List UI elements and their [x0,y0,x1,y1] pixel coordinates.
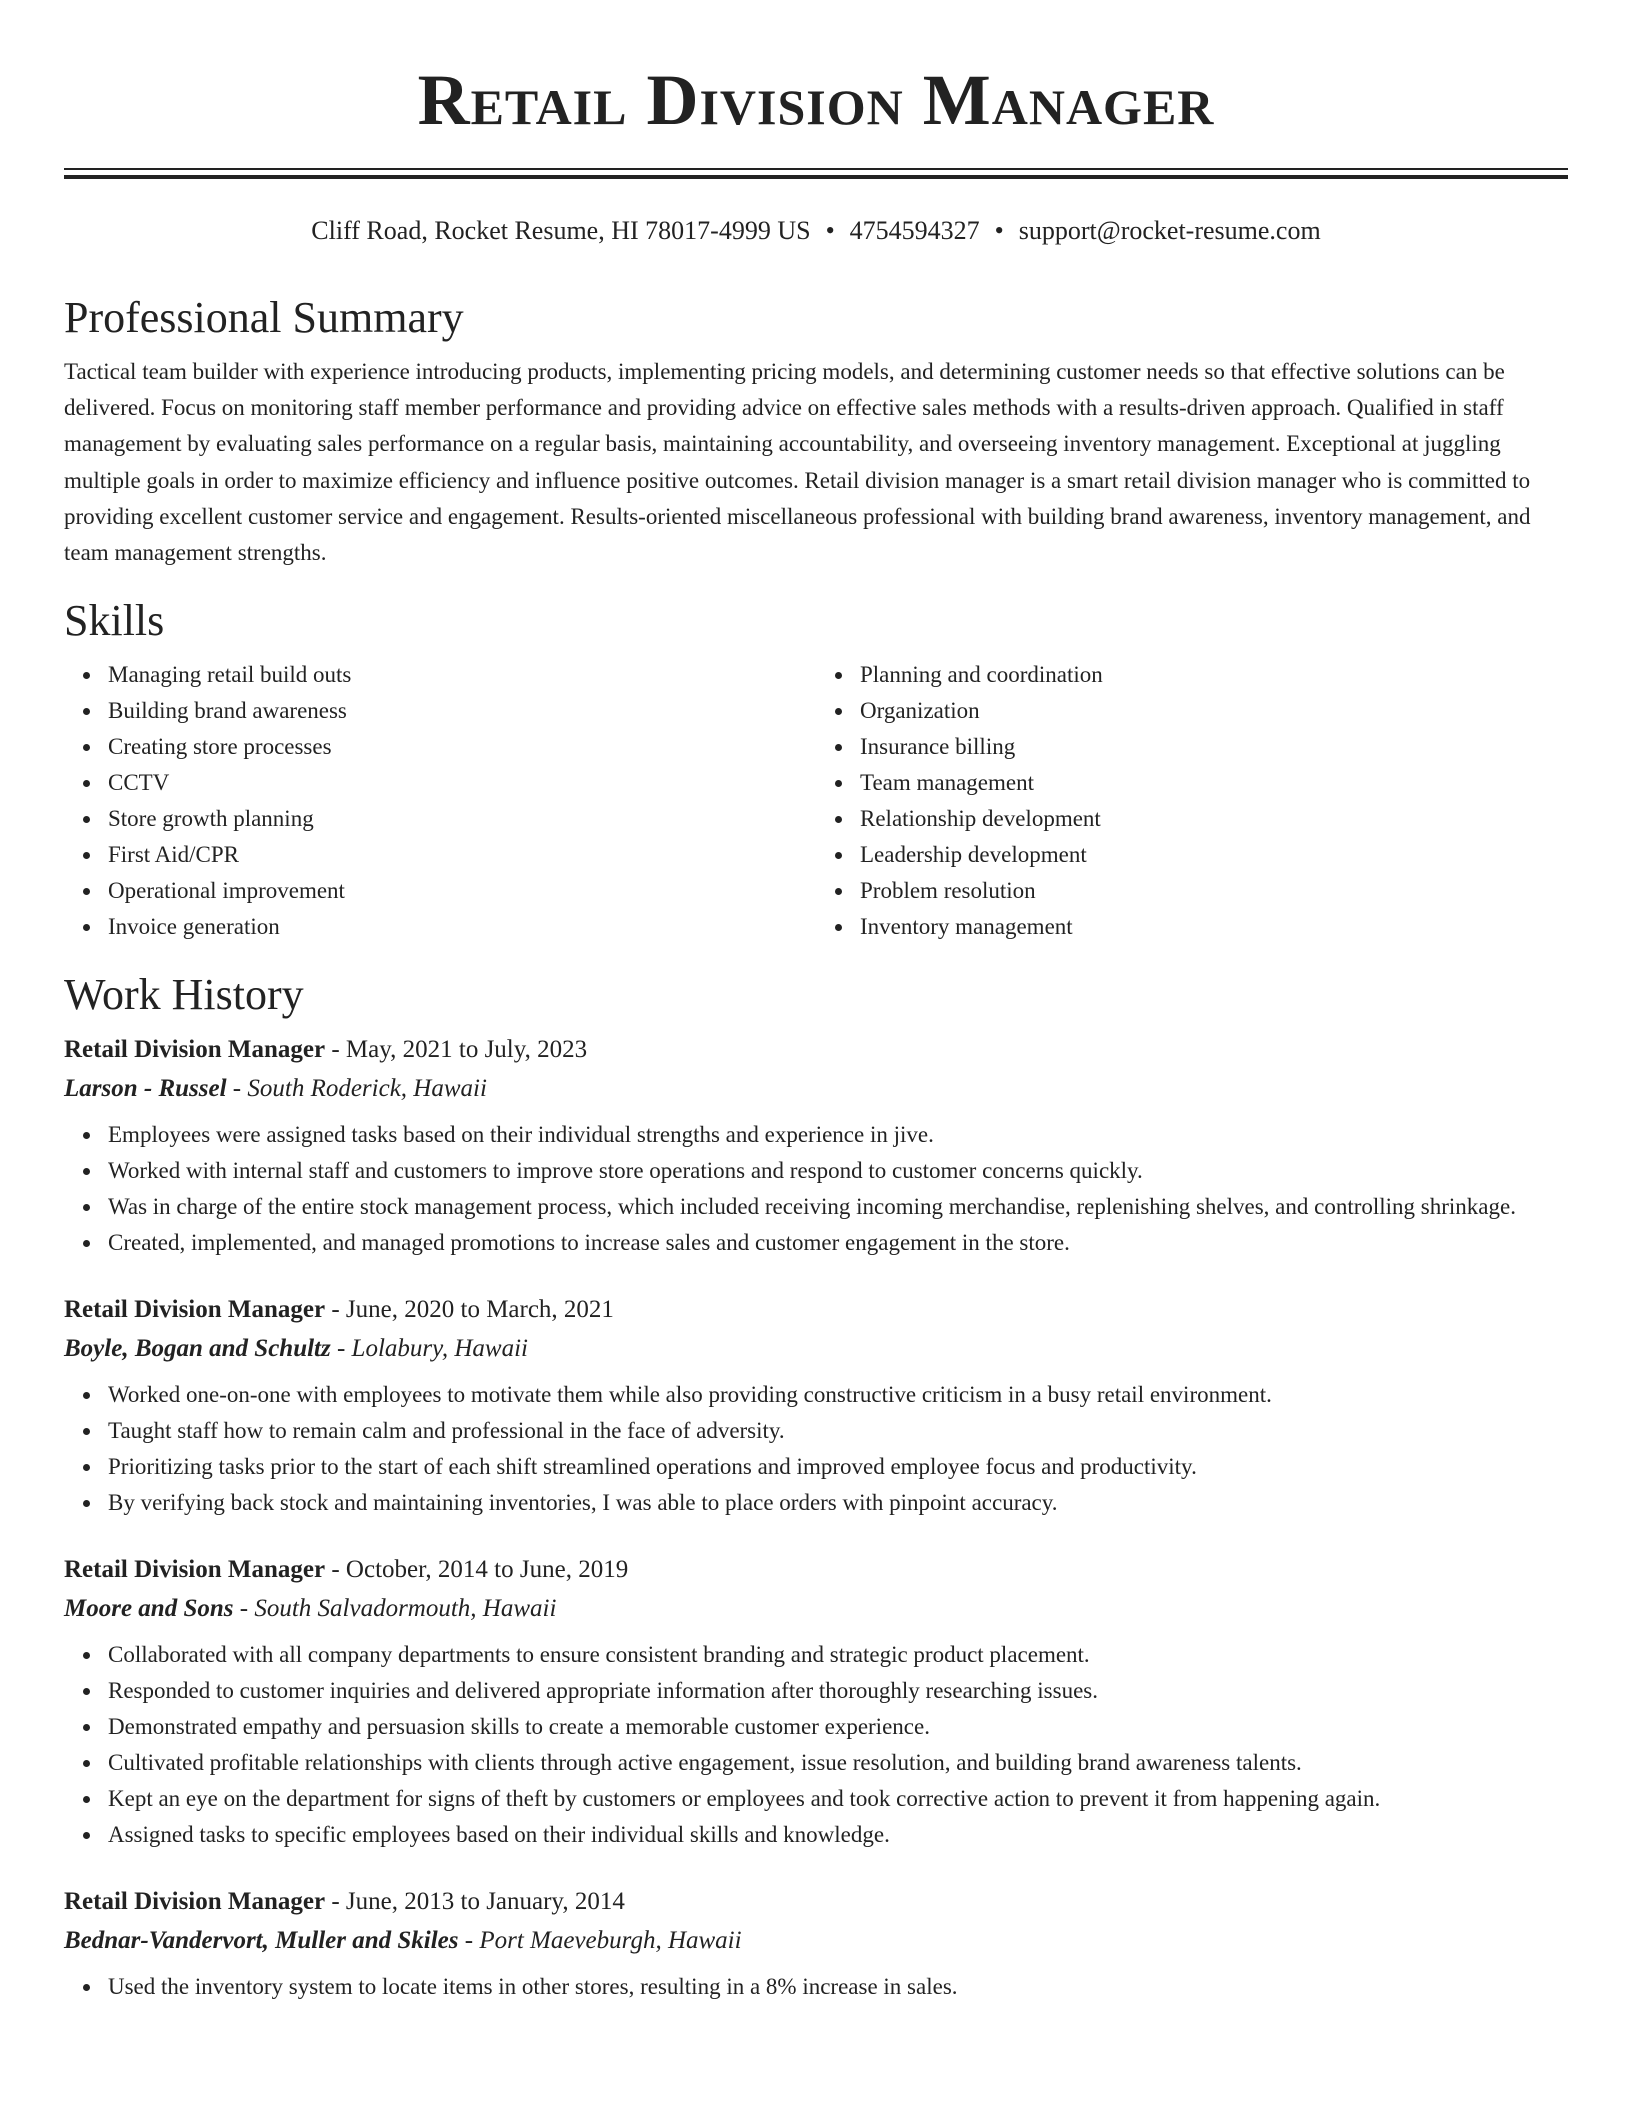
job-bullets [64,1637,1568,1853]
contact-separator: • [994,216,1004,245]
job-bullet: Cultivated profitable relationships with clients through active engagement, issue resolution, and building brand awareness talents. [108,1745,1568,1781]
job-bullet: Worked one-on-one with employees to motivate them while also providing constructive criticism in a busy retail environment. [108,1377,1568,1413]
contact-email: support@rocket-resume.com [1018,216,1321,245]
job-bullet: Taught staff how to remain calm and professional in the face of adversity. [108,1413,1568,1449]
job-bullet: Created, implemented, and managed promotions to increase sales and customer engagement in the store. [108,1225,1568,1261]
work-history-heading: Work History [64,970,304,1020]
employer-line [64,1329,1568,1369]
contact-address: Cliff Road, Rocket Resume, HI 78017-4999 US [311,216,811,245]
skill-item: Inventory management [860,909,1568,945]
employer-location: - South Salvadormouth, Hawaii [233,1595,557,1623]
employer-location: - Lolabury, Hawaii [330,1335,528,1363]
title-divider-thin [64,168,1568,170]
employer-location: - Port Maeveburgh, Hawaii [458,1927,742,1955]
skill-item: Organization [860,693,1568,729]
job-bullet: Demonstrated empathy and persuasion skills to create a memorable customer experience. [108,1709,1568,1745]
skill-item: Store growth planning [108,801,816,837]
job-dates: - June, 2020 to March, 2021 [325,1296,614,1324]
job-bullet: Assigned tasks to specific employees based on their individual skills and knowledge. [108,1817,1568,1853]
skill-item: Building brand awareness [108,693,816,729]
skill-item: First Aid/CPR [108,837,816,873]
skills-heading: Skills [64,596,165,646]
skill-item: Insurance billing [860,729,1568,765]
skills-section [64,593,1568,945]
employer-name: Larson - Russel [64,1075,227,1103]
skill-item: Relationship development [860,801,1568,837]
title-divider-thick [64,175,1568,179]
job-bullet: Collaborated with all company departments to ensure consistent branding and strategic product placement. [108,1637,1568,1673]
job-bullet: Was in charge of the entire stock management process, which included receiving incoming merchandise, replenishing shelves, and controlling shrinkage. [108,1189,1568,1225]
skill-item: Operational improvement [108,873,816,909]
skill-item: Planning and coordination [860,657,1568,693]
employer-name: Bednar-Vandervort, Muller and Skiles [64,1927,459,1955]
job-bullets [64,1969,1568,2005]
job-bullet: Kept an eye on the department for signs of theft by customers or employees and took corrective action to prevent it from happening again. [108,1781,1568,1817]
summary-heading: Professional Summary [64,293,464,342]
skill-item: Problem resolution [860,873,1568,909]
contact-separator: • [825,216,835,245]
job-entry [64,1883,1568,2005]
skill-item: Leadership development [860,837,1568,873]
skill-item: Creating store processes [108,729,816,765]
job-title-line [64,1031,1568,1069]
job-bullet: By verifying back stock and maintaining inventories, I was able to place orders with pinpoint accuracy. [108,1485,1568,1521]
employer-name: Boyle, Bogan and Schultz [64,1335,331,1363]
summary-section [64,290,1568,571]
job-title: Retail Division Manager [64,1036,326,1064]
work-history-section [64,967,1568,2005]
job-title-line [64,1551,1568,1589]
employer-name: Moore and Sons [64,1595,234,1623]
skill-item: Team management [860,765,1568,801]
employer-line [64,1589,1568,1629]
job-title-line [64,1883,1568,1921]
job-dates: - June, 2013 to January, 2014 [325,1888,625,1916]
job-dates: - May, 2021 to July, 2023 [325,1036,588,1064]
resume-title: Retail Division Manager [417,60,1215,140]
job-bullet: Used the inventory system to locate items in other stores, resulting in a 8% increase in sales. [108,1969,1568,2005]
skills-list-right [816,657,1568,945]
contact-line [0,214,1632,248]
skills-list-left [64,657,816,945]
skill-item: CCTV [108,765,816,801]
job-dates: - October, 2014 to June, 2019 [325,1556,629,1584]
skill-item: Invoice generation [108,909,816,945]
job-entry [64,1291,1568,1521]
job-bullet: Employees were assigned tasks based on their individual strengths and experience in jive. [108,1117,1568,1153]
job-bullet: Responded to customer inquiries and delivered appropriate information after thoroughly researching issues. [108,1673,1568,1709]
job-title: Retail Division Manager [64,1888,326,1916]
job-bullets [64,1377,1568,1521]
resume-body [64,290,1568,2035]
skill-item: Managing retail build outs [108,657,816,693]
summary-text: Tactical team builder with experience introducing products, implementing pricing models, and determining customer needs so that effective solutions can be delivered. Focus on monitoring staff member performance and providing advice on effective sales methods with a results-driven approach. Qualified in staff management by evaluating sales performance on a regular basis, maintaining accountability, and overseeing inventory management. Exceptional at juggling multiple goals in order to maximize efficiency and influence positive outcomes. Retail division manager is a smart retail division manager who is committed to providing excellent customer service and engagement. Results-oriented miscellaneous professional with building brand awareness, inventory management, and team management strengths. [64,359,1531,566]
employer-line [64,1921,1568,1961]
job-entry [64,1031,1568,1261]
job-title: Retail Division Manager [64,1296,326,1324]
job-bullets [64,1117,1568,1261]
job-entry [64,1551,1568,1853]
employer-line [64,1069,1568,1109]
job-title-line [64,1291,1568,1329]
job-bullet: Prioritizing tasks prior to the start of each shift streamlined operations and improved employee focus and productivity. [108,1449,1568,1485]
contact-phone: 4754594327 [849,216,980,245]
skills-columns [64,657,1568,945]
job-bullet: Worked with internal staff and customers to improve store operations and respond to customer concerns quickly. [108,1153,1568,1189]
job-title: Retail Division Manager [64,1556,326,1584]
employer-location: - South Roderick, Hawaii [226,1075,487,1103]
